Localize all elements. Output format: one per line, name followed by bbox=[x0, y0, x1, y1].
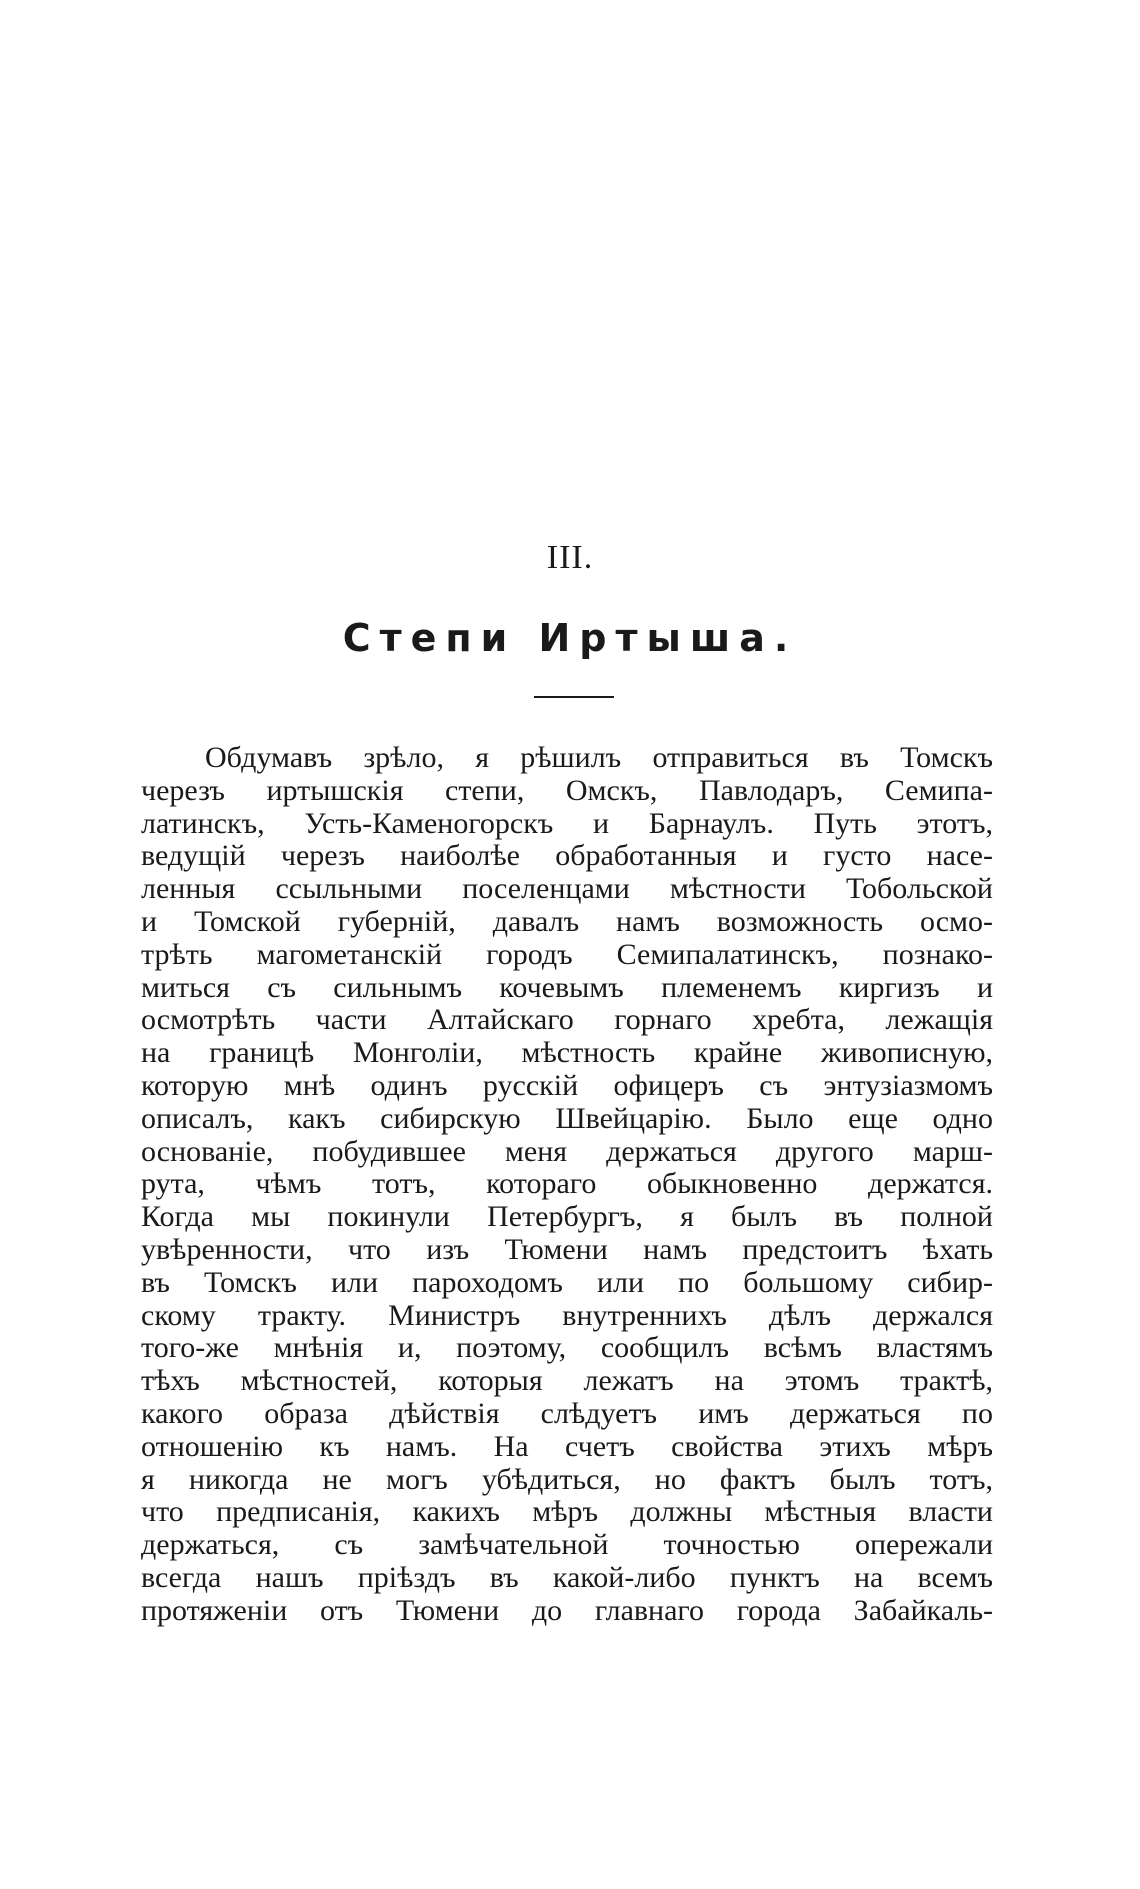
text-line: протяженіи отъ Тюмени до главнаго города Забайкаль- bbox=[141, 1594, 993, 1627]
text-line: на границѣ Монголіи, мѣстность крайне живописную, bbox=[141, 1037, 993, 1070]
text-line: и Томской губерній, давалъ намъ возможность осмо- bbox=[141, 905, 993, 938]
title-divider bbox=[534, 696, 614, 698]
text-line: ведущій черезъ наиболѣе обработанныя и густо насе- bbox=[141, 840, 993, 873]
body-paragraph bbox=[141, 742, 993, 1628]
text-line: Обдумавъ зрѣло, я рѣшилъ отправиться въ Томскъ bbox=[205, 742, 993, 774]
text-line: миться съ сильнымъ кочевымъ племенемъ киргизъ и bbox=[141, 971, 993, 1004]
text-line: рута, чѣмъ тотъ, котораго обыкновенно держатся. bbox=[141, 1168, 993, 1201]
text-line: того-же мнѣнія и, поэтому, сообщилъ всѣмъ властямъ bbox=[141, 1332, 993, 1365]
text-line: которую мнѣ одинъ русскій офицеръ съ энтузіазмомъ bbox=[141, 1069, 993, 1102]
text-line: всегда нашъ пріѣздъ въ какой-либо пунктъ на всемъ bbox=[141, 1561, 993, 1594]
chapter-number: III. bbox=[546, 539, 594, 576]
text-line: увѣренности, что изъ Тюмени намъ предстоитъ ѣхать bbox=[141, 1233, 993, 1266]
text-line: держаться, съ замѣчательной точностью опережали bbox=[141, 1529, 993, 1562]
text-line: ленныя ссыльными поселенцами мѣстности Тобольской bbox=[141, 873, 993, 906]
text-line: въ Томскъ или пароходомъ или по большому сибир- bbox=[141, 1266, 993, 1299]
text-line: отношенію къ намъ. На счетъ свойства этихъ мѣръ bbox=[141, 1430, 993, 1463]
text-line: Когда мы покинули Петербургъ, я былъ въ полной bbox=[141, 1201, 993, 1234]
text-line: основаніе, побудившее меня держаться другого марш- bbox=[141, 1135, 993, 1168]
chapter-title: Степи Иртыша. bbox=[342, 616, 798, 660]
text-line: латинскъ, Усть-Каменогорскъ и Барнаулъ. Путь этотъ, bbox=[141, 807, 993, 840]
text-line: тѣхъ мѣстностей, которыя лежатъ на этомъ трактѣ, bbox=[141, 1365, 993, 1398]
text-line: я никогда не могъ убѣдиться, но фактъ былъ тотъ, bbox=[141, 1463, 993, 1496]
text-line: осмотрѣть части Алтайскаго горнаго хребта, лежащія bbox=[141, 1004, 993, 1037]
text-line: описалъ, какъ сибирскую Швейцарію. Было еще одно bbox=[141, 1102, 993, 1135]
text-line: черезъ иртышскія степи, Омскъ, Павлодаръ, Семипа- bbox=[141, 774, 993, 807]
text-line: скому тракту. Министръ внутреннихъ дѣлъ держался bbox=[141, 1299, 993, 1332]
text-line: трѣть магометанскій городъ Семипалатинскъ, познако- bbox=[141, 938, 993, 971]
text-line: что предписанія, какихъ мѣръ должны мѣстныя власти bbox=[141, 1496, 993, 1529]
text-line: какого образа дѣйствія слѣдуетъ имъ держаться по bbox=[141, 1397, 993, 1430]
